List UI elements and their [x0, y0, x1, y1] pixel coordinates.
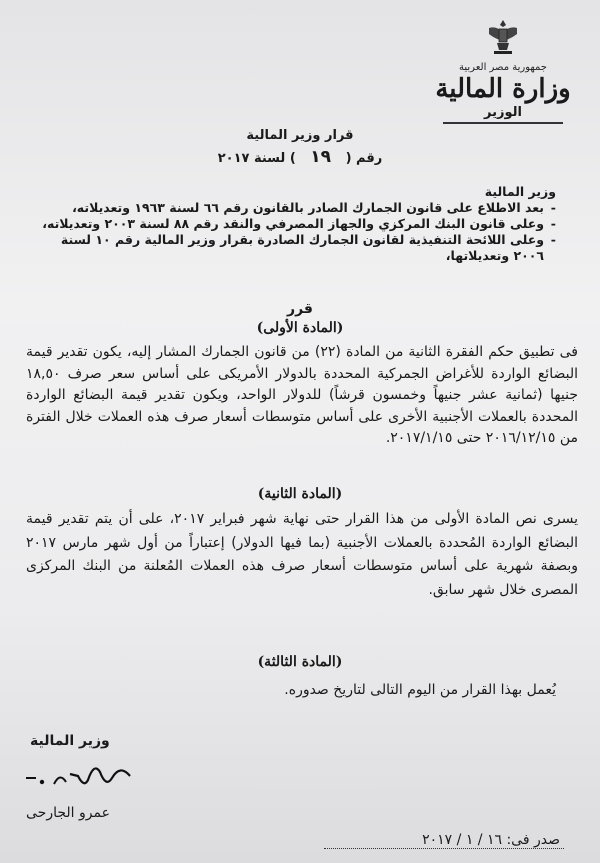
article-1-heading: (المادة الأولى) — [256, 320, 344, 336]
letterhead — [428, 18, 578, 124]
decree-year: ) لسنة ٢٠١٧ — [217, 151, 296, 166]
article-1-text: فى تطبيق حكم الفقرة الثانية من المادة (٢٢) من قانون الجمارك المشار إليه، يكون تقدير قيمة البضائع الواردة للأغراض الجمركية المحددة بالدولار الأمريكى على أساس سعر صرف ١٨,٥٠ جنيها (ثمانية عشر جنيهاً وخمسون قرشاً) للدولار الواحد، ويكون تقدير قيمة البضائع الواردة المحددة بالعملات الأجنبية الأخرى على أساس متوسطات أسعار صرف هذه العملات خلال الفترة من ٢٠١٦/١٢/١٥ حتى ٢٠١٧/١/١٥. — [26, 344, 579, 446]
handwritten-signature — [20, 758, 140, 798]
recitals-heading: وزير المالية — [484, 184, 556, 199]
recitals-list — [40, 200, 556, 264]
signatory-name: عمرو الجارحى — [26, 805, 110, 821]
recital-item: - وعلى قانون البنك المركزي والجهاز المصرفي والنقد رقم ٨٨ لسنة ٢٠٠٣ وتعديلاته، — [40, 216, 556, 232]
article-3-text: يُعمل بهذا القرار من اليوم التالى لتاريخ صدوره. — [284, 682, 556, 698]
decree-number: ١٩ — [310, 147, 332, 167]
article-2-heading: (المادة الثانية) — [257, 486, 343, 502]
article-3-heading: (المادة الثالثة) — [257, 654, 343, 670]
minister-label: الوزير — [484, 105, 522, 120]
decree-number-line — [0, 147, 600, 167]
header-divider — [443, 122, 563, 124]
republic-name: جمهورية مصر العربية — [459, 62, 547, 73]
decree-title: قرار وزير المالية — [246, 128, 354, 143]
issue-date: صدر فى: ١٦ / ١ / ٢٠١٧ — [422, 832, 560, 848]
recital-item: - بعد الاطلاع على قانون الجمارك الصادر بالقانون رقم ٦٦ لسنة ١٩٦٣ وتعديلاته، — [40, 200, 556, 216]
decided-heading: قرر — [287, 301, 313, 317]
decree-number-label: رقم ( — [345, 151, 383, 166]
recital-item: - وعلى اللائحة التنفيذية لقانون الجمارك الصادرة بقرار وزير المالية رقم ١٠ لسنة ٢٠٠٦ وتعديلاتها، — [40, 232, 556, 264]
issue-date-underline — [324, 848, 564, 849]
signatory-title: وزير المالية — [30, 733, 110, 749]
eagle-emblem-icon — [485, 18, 521, 56]
article-2-text: يسرى نص المادة الأولى من هذا القرار حتى نهاية شهر فبراير ٢٠١٧، على أن يتم تقدير قيمة البضائع الواردة المُحددة بالعملات الأجنبية (بما فيها الدولار) إعتباراً من أول شهر مارس ٢٠١٧ وبصفة شهرية على أساس متوسطات أسعار صرف هذه العملات المُعلنة من البنك المركزى المصرى خلال شهر سابق. — [26, 511, 578, 598]
ministry-name: وزارة المالية — [435, 74, 571, 104]
